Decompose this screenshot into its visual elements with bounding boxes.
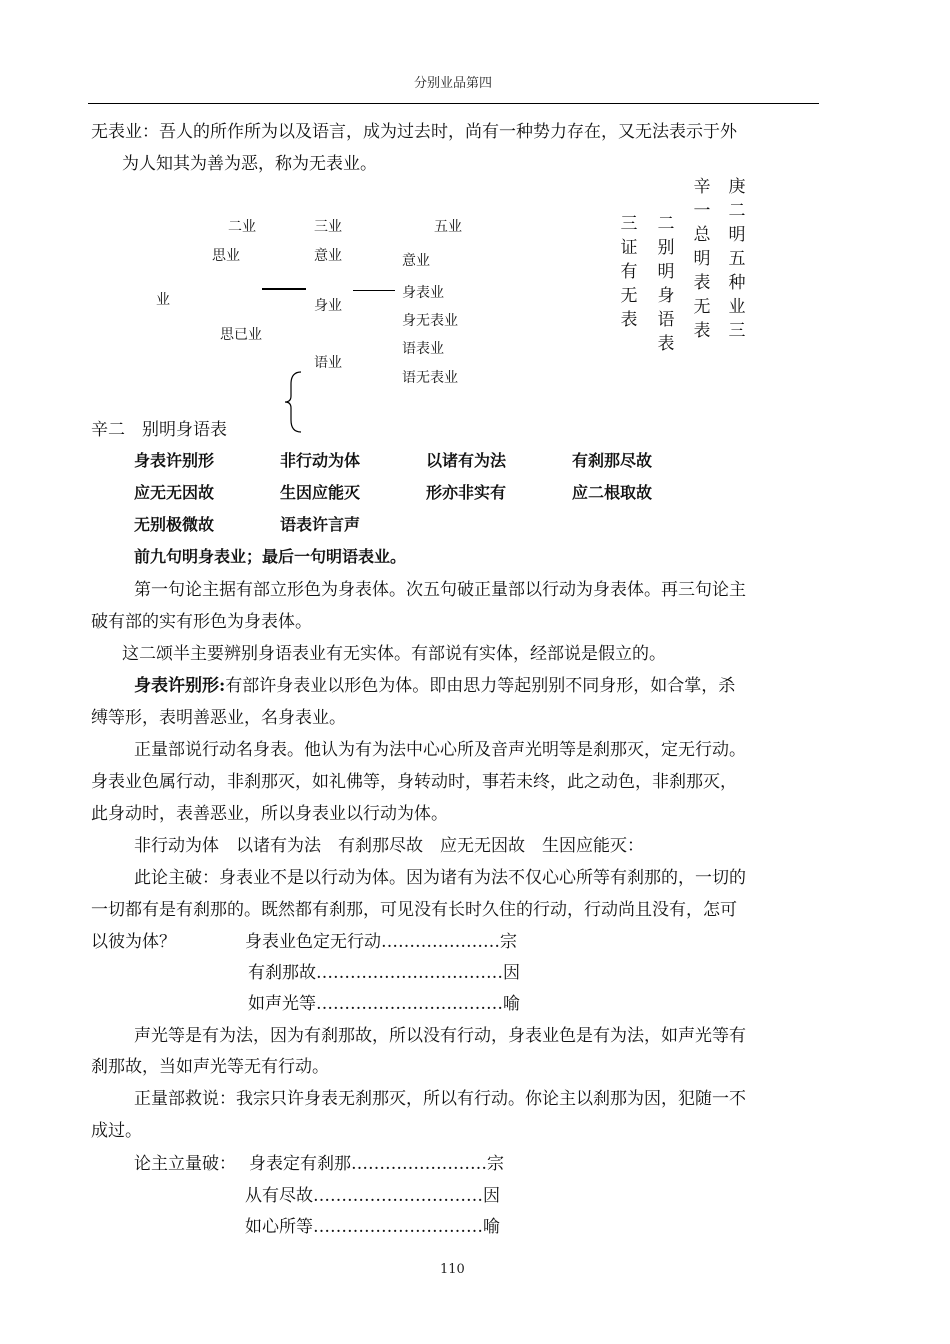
verse: 无别极微故: [134, 515, 215, 534]
verse: 应无无因故: [134, 483, 215, 502]
paragraph-line: 一切都有是有刹那的。既然都有刹那，可见没有长时久住的行动，行动尚且没有，怎可: [91, 900, 737, 920]
paragraph-line: 破有部的实有形色为身表体。: [91, 612, 312, 632]
paragraph-line: 此论主破：身表业不是以行动为体。因为诸有为法不仅心心所等有刹那的，一切的: [134, 868, 746, 888]
outline-vertical-item: 二别明身语表: [657, 214, 675, 354]
diagram-connector: [262, 288, 306, 290]
verse-summary: 前九句明身表业；最后一句明语表业。: [134, 547, 407, 566]
diagram-col2-item: 身业: [314, 298, 342, 314]
page-number: 110: [440, 1262, 465, 1277]
outline-vertical-item: 辛一总明表无表: [693, 177, 711, 341]
diagram-col2-item: 语业: [314, 355, 342, 371]
diagram-col3-item: 语表业: [402, 341, 444, 357]
verse: 形亦非实有: [426, 483, 507, 502]
running-header: 分别业品第四: [414, 76, 493, 91]
paragraph-line: 非行动为体 以诸有为法 有刹那尽故 应无无因故 生因应能灭：: [134, 836, 644, 856]
paragraph-line: 此身动时，表善恶业，所以身表业以行动为体。: [91, 804, 448, 824]
paragraph-line: 正量部说行动名身表。他认为有为法中心心所及音声光明等是刹那灭，定无行动。: [134, 740, 746, 760]
diagram-col1-header: 二业: [228, 219, 256, 235]
section-heading: 辛二 别明身语表: [91, 420, 227, 440]
verse: 语表许言声: [280, 515, 361, 534]
diagram-root: 业: [156, 292, 170, 308]
diagram-col2-header: 三业: [314, 219, 342, 235]
verse: 身表许别形: [134, 451, 215, 470]
syllogism-line: 如声光等……………………………喻: [248, 994, 520, 1014]
paragraph-line: 声光等是有为法，因为有刹那故，所以没有行动，身表业色是有为法，如声光等有: [134, 1026, 746, 1046]
verse: 有刹那尽故: [572, 451, 653, 470]
outline-vertical-item: 庚二明五种业三: [728, 177, 746, 341]
paragraph-text: 有部许身表业以形色为体。即由思力等起别别不同身形，如合掌，杀: [225, 676, 736, 696]
diagram-col3-item: 意业: [402, 253, 430, 269]
syllogism-line: 有刹那故……………………………因: [248, 963, 520, 983]
diagram-col1-item: 思业: [212, 248, 240, 264]
paragraph-line: 以彼为体？: [91, 932, 176, 952]
paragraph-line: 正量部救说：我宗只许身表无刹那灭，所以有行动。你论主以刹那为因，犯随一不: [134, 1089, 746, 1109]
definition-line-1: 无表业：吾人的所作所为以及语言，成为过去时，尚有一种势力存在，又无法表示于外: [91, 122, 737, 142]
diagram-col2-item: 意业: [314, 248, 342, 264]
diagram-col3-header: 五业: [434, 219, 462, 235]
syllogism-line: 身表业色定无行动…………………宗: [245, 932, 517, 952]
diagram-connector: [353, 290, 395, 291]
diagram-col3-item: 身表业: [402, 285, 444, 301]
verse: 非行动为体: [280, 451, 361, 470]
diagram-col3-item: 语无表业: [402, 370, 458, 386]
diagram-col1-item: 思已业: [220, 327, 262, 343]
verse: 以诸有为法: [426, 451, 507, 470]
syllogism-line: 身表定有刹那……………………宗: [249, 1154, 504, 1174]
paragraph-line: 成过。: [91, 1121, 142, 1141]
paragraph-line: 缚等形，表明善恶业，名身表业。: [91, 708, 346, 728]
verse: 生因应能灭: [280, 483, 361, 502]
paragraph-line: 这二颂半主要辨别身语表业有无实体。有部说有实体，经部说是假立的。: [122, 644, 666, 664]
paragraph-line: 身表业色属行动，非刹那灭，如礼佛等，身转动时，事若未终，此之动色，非刹那灭，: [91, 772, 737, 792]
diagram-col3-item: 身无表业: [402, 313, 458, 329]
paragraph-line: 刹那故，当如声光等无有行动。: [91, 1057, 329, 1077]
outline-vertical-item: 三证有无表: [620, 214, 638, 330]
paragraph-line: 第一句论主据有部立形色为身表体。次五句破正量部以行动为身表体。再三句论主: [134, 580, 746, 600]
paragraph-label: 身表许别形:: [134, 676, 226, 696]
syllogism-line: 如心所等…………………………喻: [245, 1217, 500, 1237]
syllogism-label: 论主立量破：: [134, 1154, 236, 1174]
definition-line-2: 为人知其为善为恶，称为无表业。: [122, 154, 377, 174]
header-rule: [88, 103, 819, 104]
diagram-brace: [283, 370, 305, 434]
paragraph-line: [134, 670, 735, 702]
syllogism-line: 从有尽故…………………………因: [245, 1186, 500, 1206]
verse: 应二根取故: [572, 483, 653, 502]
